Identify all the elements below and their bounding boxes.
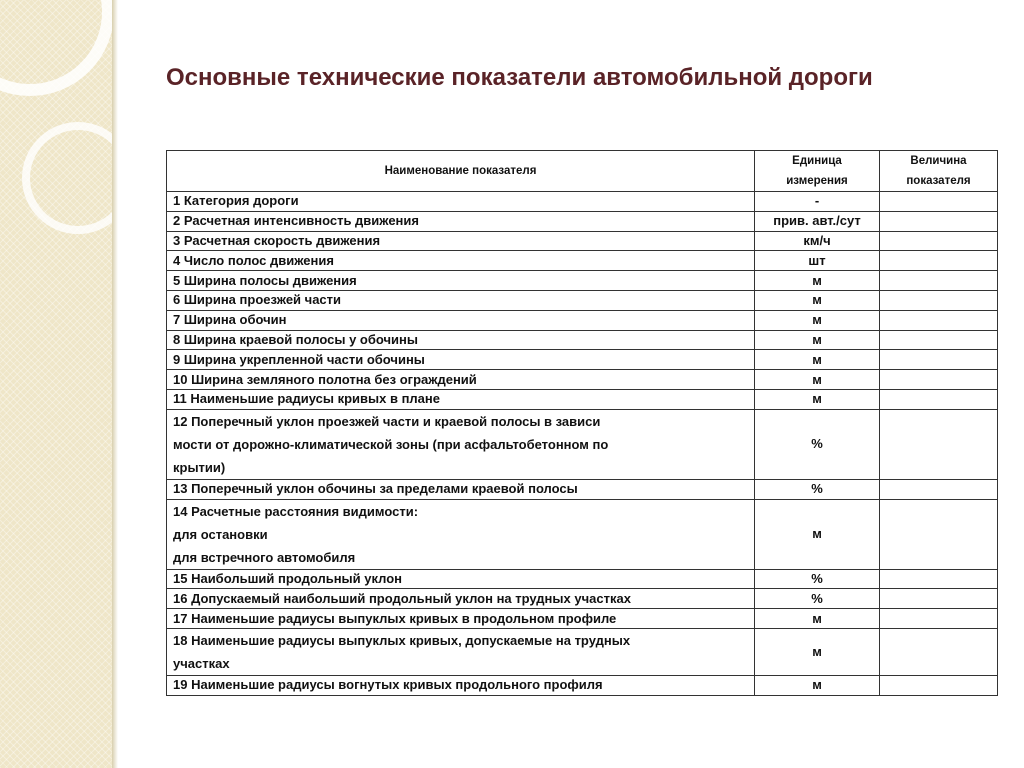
parameter-name-cell	[167, 609, 755, 629]
table-row	[167, 330, 998, 350]
header-name: Наименование показателя	[167, 151, 755, 192]
parameter-name: 16 Допускаемый наибольший продольный уклон на трудных участках	[173, 590, 631, 606]
header-unit: Единица измерения	[755, 151, 880, 192]
table-row	[167, 350, 998, 370]
parameter-name-cell	[167, 409, 755, 479]
value-cell	[880, 409, 998, 479]
unit-cell: %	[755, 589, 880, 609]
table-row	[167, 479, 998, 499]
parameter-name-cell	[167, 231, 755, 251]
table-row	[167, 310, 998, 330]
unit-cell: %	[755, 409, 880, 479]
parameter-name-cell	[167, 211, 755, 231]
value-cell	[880, 231, 998, 251]
unit-cell: м	[755, 675, 880, 695]
value-cell	[880, 290, 998, 310]
parameter-name: 14 Расчетные расстояния видимости: для остановки для встречного автомобиля	[173, 503, 419, 565]
parameter-name-cell	[167, 499, 755, 569]
table-row	[167, 499, 998, 569]
parameter-name-cell	[167, 310, 755, 330]
parameter-name-cell	[167, 290, 755, 310]
unit-cell: м	[755, 310, 880, 330]
road-parameters-table	[166, 150, 998, 696]
unit-cell: м	[755, 350, 880, 370]
parameter-name-cell	[167, 350, 755, 370]
parameter-name: 15 Наибольший продольный уклон	[173, 570, 403, 586]
table-row	[167, 251, 998, 271]
parameter-name-cell	[167, 569, 755, 589]
table-body	[167, 192, 998, 696]
table-row	[167, 271, 998, 291]
parameter-name: 13 Поперечный уклон обочины за пределами краевой полосы	[173, 481, 578, 497]
decorative-rings	[0, 0, 112, 768]
unit-cell: км/ч	[755, 231, 880, 251]
unit-cell: м	[755, 609, 880, 629]
table-row	[167, 609, 998, 629]
value-cell	[880, 479, 998, 499]
parameter-name: 19 Наименьшие радиусы вогнутых кривых продольного профиля	[173, 677, 603, 693]
parameter-name-cell	[167, 271, 755, 291]
parameter-name: 5 Ширина полосы движения	[173, 272, 357, 288]
table-row	[167, 589, 998, 609]
value-cell	[880, 609, 998, 629]
value-cell	[880, 370, 998, 390]
parameter-name-cell	[167, 251, 755, 271]
parameter-name: 1 Категория дороги	[173, 193, 299, 209]
value-cell	[880, 330, 998, 350]
parameter-name-cell	[167, 370, 755, 390]
parameter-name: 8 Ширина краевой полосы у обочины	[173, 331, 418, 347]
unit-cell: %	[755, 569, 880, 589]
table-row	[167, 409, 998, 479]
parameter-name: 18 Наименьшие радиусы выпуклых кривых, допускаемые на трудных участках	[173, 632, 631, 671]
table-row	[167, 192, 998, 212]
parameter-name: 3 Расчетная скорость движения	[173, 232, 381, 248]
table-row	[167, 628, 998, 675]
table-header-row	[167, 151, 998, 192]
parameter-name: 4 Число полос движения	[173, 252, 334, 268]
table-row	[167, 675, 998, 695]
parameter-name: 11 Наименьшие радиусы кривых в плане	[173, 391, 440, 407]
unit-cell: прив. авт./сут	[755, 211, 880, 231]
parameter-name-cell	[167, 675, 755, 695]
header-value: Величина показателя	[880, 151, 998, 192]
parameter-name-cell	[167, 589, 755, 609]
unit-cell: м	[755, 499, 880, 569]
table-row	[167, 290, 998, 310]
parameter-name: 12 Поперечный уклон проезжей части и краевой полосы в зависи мости от дорожно-климатической зоны (при асфальтобетонном по крытии)	[173, 413, 609, 475]
unit-cell: м	[755, 271, 880, 291]
parameter-name: 17 Наименьшие радиусы выпуклых кривых в продольном профиле	[173, 610, 617, 626]
parameter-name: 10 Ширина земляного полотна без ограждений	[173, 371, 477, 387]
table-row	[167, 389, 998, 409]
value-cell	[880, 271, 998, 291]
value-cell	[880, 589, 998, 609]
unit-cell: м	[755, 290, 880, 310]
slide-title: Основные технические показатели автомобильной дороги	[166, 64, 873, 91]
parameter-name: 7 Ширина обочин	[173, 312, 287, 328]
unit-cell: м	[755, 389, 880, 409]
value-cell	[880, 389, 998, 409]
unit-cell: -	[755, 192, 880, 212]
value-cell	[880, 211, 998, 231]
parameter-name-cell	[167, 479, 755, 499]
parameter-name-cell	[167, 628, 755, 675]
parameter-name-cell	[167, 330, 755, 350]
side-panel-edge	[112, 0, 118, 768]
value-cell	[880, 569, 998, 589]
value-cell	[880, 675, 998, 695]
value-cell	[880, 350, 998, 370]
parameter-name-cell	[167, 192, 755, 212]
decorative-side-panel	[0, 0, 112, 768]
unit-cell: %	[755, 479, 880, 499]
parameter-name: 2 Расчетная интенсивность движения	[173, 213, 419, 229]
unit-cell: шт	[755, 251, 880, 271]
unit-cell: м	[755, 370, 880, 390]
table-row	[167, 569, 998, 589]
value-cell	[880, 628, 998, 675]
value-cell	[880, 310, 998, 330]
parameter-name: 9 Ширина укрепленной части обочины	[173, 351, 425, 367]
value-cell	[880, 499, 998, 569]
table-row	[167, 370, 998, 390]
unit-cell: м	[755, 628, 880, 675]
parameter-name-cell	[167, 389, 755, 409]
value-cell	[880, 251, 998, 271]
value-cell	[880, 192, 998, 212]
table-row	[167, 231, 998, 251]
table-row	[167, 211, 998, 231]
parameter-name: 6 Ширина проезжей части	[173, 292, 342, 308]
unit-cell: м	[755, 330, 880, 350]
